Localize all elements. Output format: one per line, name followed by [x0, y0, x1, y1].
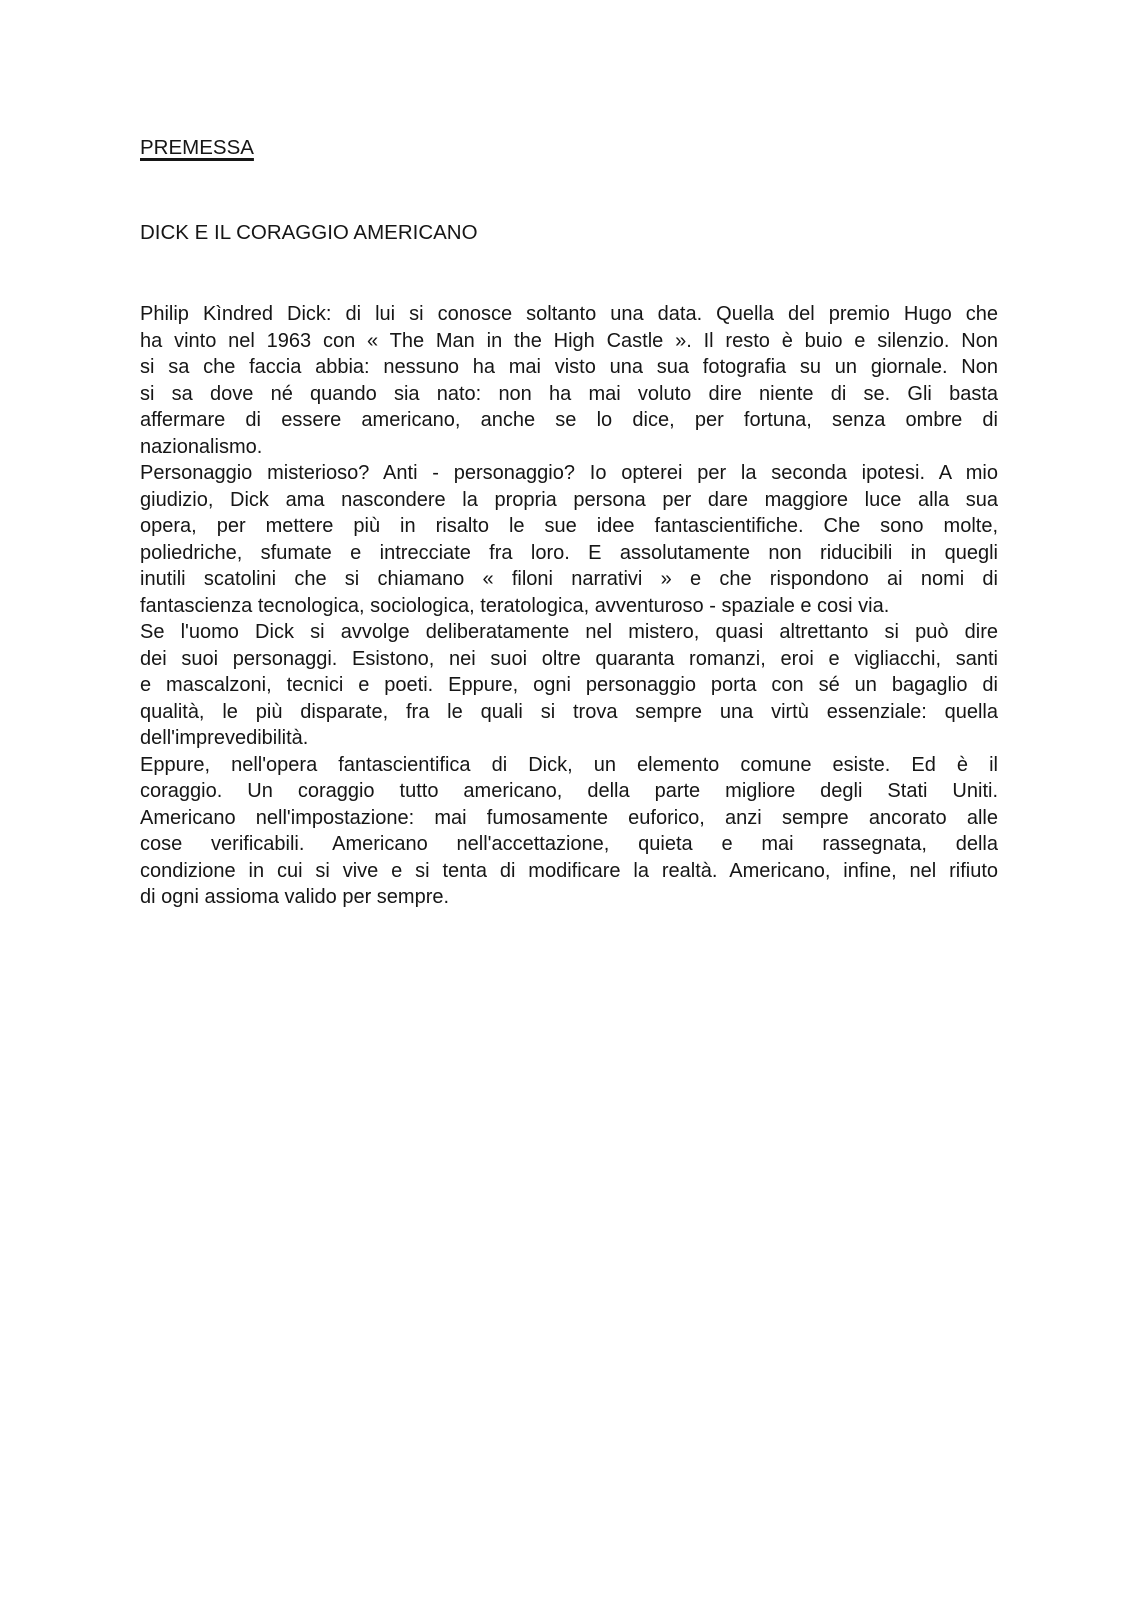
text-line: e mascalzoni, tecnici e poeti. Eppure, ogni personaggio porta con sé un bagaglio di — [140, 674, 998, 696]
text-line: ha vinto nel 1963 con « The Man in the High Castle ». Il resto è buio e silenzio. Non — [140, 329, 998, 352]
text-line: giudizio, Dick ama nascondere la propria persona per dare maggiore luce alla sua — [140, 488, 998, 511]
text-line: fantascienza tecnologica, sociologica, teratologica, avventuroso - spaziale e cosi via. — [140, 594, 890, 617]
text-line: qualità, le più disparate, fra le quali si trova sempre una virtù essenziale: quella — [140, 700, 998, 723]
paragraph — [140, 301, 998, 460]
text-line: nazionalismo. — [140, 435, 263, 458]
text-line: si sa dove né quando sia nato: non ha mai voluto dire niente di se. Gli basta — [140, 382, 998, 405]
text-line: dei suoi personaggi. Esistono, nei suoi oltre quaranta romanzi, eroi e vigliacchi, santi — [140, 647, 998, 670]
text-line: Personaggio misterioso? Anti - personaggio? Io opterei per la seconda ipotesi. A mio — [140, 462, 998, 484]
section-heading: PREMESSA — [140, 136, 254, 159]
text-line: cose verificabili. Americano nell'accettazione, quieta e mai rassegnata, della — [140, 833, 998, 855]
text-line: poliedriche, sfumate e intrecciate fra loro. E assolutamente non riducibili in quegli — [140, 541, 998, 564]
heading-row — [140, 134, 998, 163]
text-line: condizione in cui si vive e si tenta di modificare la realtà. Americano, infine, nel rifiuto — [140, 859, 998, 882]
text-line: Americano nell'impostazione: mai fumosamente euforico, anzi sempre ancorato alle — [140, 806, 998, 829]
paragraph — [140, 460, 998, 619]
text-line: di ogni assioma valido per sempre. — [140, 886, 450, 908]
text-line: affermare di essere americano, anche se lo dice, per fortuna, senza ombre di — [140, 409, 998, 431]
paragraph — [140, 619, 998, 752]
body-text — [140, 301, 998, 911]
text-line: si sa che faccia abbia: nessuno ha mai visto una sua fotografia su un giornale. Non — [140, 356, 998, 378]
text-line: dell'imprevedibilità. — [140, 727, 309, 749]
text-line: coraggio. Un coraggio tutto americano, della parte migliore degli Stati Uniti. — [140, 780, 998, 802]
text-line: Philip Kìndred Dick: di lui si conosce soltanto una data. Quella del premio Hugo che — [140, 303, 998, 325]
text-line: Se l'uomo Dick si avvolge deliberatamente nel mistero, quasi altrettanto si può dire — [140, 621, 998, 643]
text-line: inutili scatolini che si chiamano « filoni narrativi » e che rispondono ai nomi di — [140, 568, 998, 590]
text-line: opera, per mettere più in risalto le sue idee fantascientifiche. Che sono molte, — [140, 515, 998, 537]
text-line: Eppure, nell'opera fantascientifica di Dick, un elemento comune esiste. Ed è il — [140, 753, 998, 776]
paragraph — [140, 752, 998, 911]
chapter-title: DICK E IL CORAGGIO AMERICANO — [140, 221, 478, 244]
